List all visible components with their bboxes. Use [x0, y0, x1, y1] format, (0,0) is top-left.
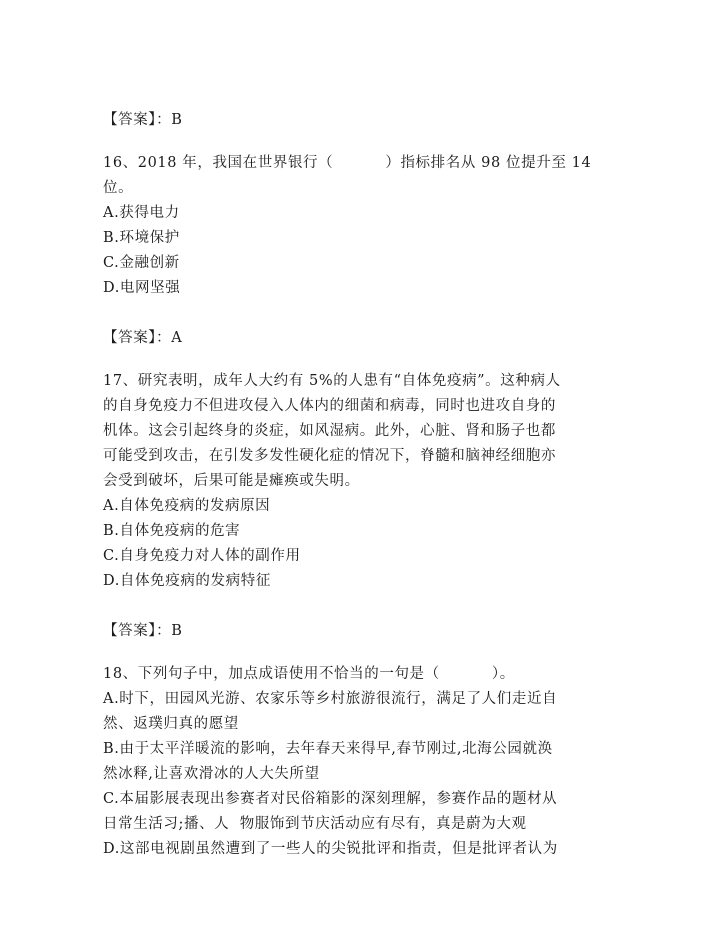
option-b-continued: 然冰释,让喜欢滑冰的人大失所望	[103, 766, 320, 782]
option-d: D.自体免疫病的发病特征	[103, 573, 271, 589]
question-17	[103, 369, 623, 594]
question-text-line: 17、研究表明，成年人大约有 5%的人患有“自体免疫病”。这种病人	[103, 373, 561, 389]
option-a: A.自体免疫病的发病原因	[103, 498, 271, 514]
question-text-line: 位。	[103, 180, 134, 196]
option-c: C.自身免疫力对人体的副作用	[103, 548, 301, 564]
option-a-continued: 然、返璞归真的愿望	[103, 716, 239, 732]
option-c: C.本届影展表现出参赛者对民俗箱影的深刻理解，参赛作品的题材从	[103, 791, 558, 807]
question-text-line: 机体。这会引起终身的炎症，如风湿病。此外，心脏、肾和肠子也都	[103, 423, 556, 439]
question-text-line: 16、2018 年，我国在世界银行（ ）指标排名从 98 位提升至 14	[103, 155, 592, 171]
option-a: A.获得电力	[103, 205, 180, 221]
option-b: B.环境保护	[103, 230, 180, 246]
option-c-continued: 日常生活习;播、人 物服饰到节庆活动应有尽有，真是蔚为大观	[103, 816, 527, 832]
question-16	[103, 151, 623, 301]
question-text-line: 的自身免疫力不但进攻侵入人体内的细菌和病毒，同时也进攻自身的	[103, 398, 556, 414]
question-text-line: 可能受到攻击，在引发多发性硬化症的情况下，脊髓和脑神经细胞亦	[103, 448, 556, 464]
answer-label: 【答案】：B	[103, 112, 183, 128]
question-18	[103, 662, 623, 862]
option-b: B.由于太平洋暖流的影响，去年春天来得早,春节刚过,北海公园就涣	[103, 741, 553, 757]
answer-label: 【答案】：B	[103, 623, 183, 639]
option-b: B.自体免疫病的危害	[103, 523, 241, 539]
question-text-line: 会受到破坏，后果可能是瘫痪或失明。	[103, 473, 360, 489]
option-d: D.这部电视剧虽然遭到了一些人的尖锐批评和指责，但是批评者认为	[103, 841, 558, 857]
answer-label: 【答案】：A	[103, 330, 183, 346]
option-a: A.时下，田园风光游、农家乐等乡村旅游很流行，满足了人们走近自	[103, 691, 558, 707]
question-text-line: 18、下列句子中，加点成语使用不恰当的一句是（ ）。	[103, 666, 515, 682]
option-d: D.电网坚强	[103, 280, 181, 296]
document-content	[103, 108, 623, 862]
option-c: C.金融创新	[103, 255, 180, 271]
